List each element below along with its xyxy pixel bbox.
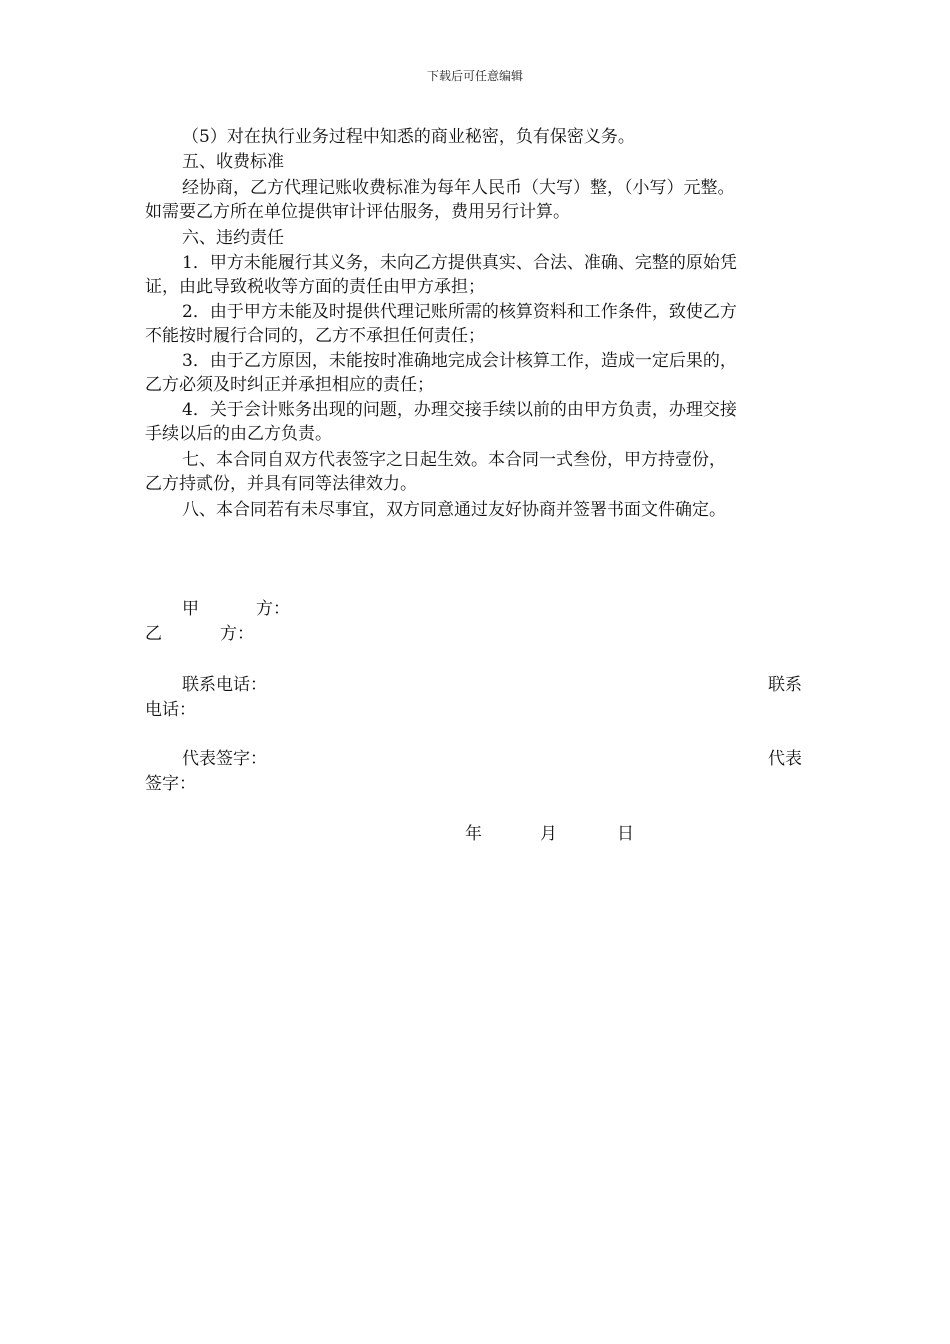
date-month-label: 月 [540,824,557,844]
party-b-signature-label-part1: 代表 [768,749,802,769]
section-heading-fees: 五、收费标准 [182,152,284,172]
party-a-label-char1: 甲 [182,599,199,619]
clause-8: 八、本合同若有未尽事宜，双方同意通过友好协商并签署书面文件确定。 [182,500,726,520]
breach-item-4-line-2: 手续以后的由乙方负责。 [145,424,332,444]
fees-paragraph-line-2: 如需要乙方所在单位提供审计评估服务，费用另行计算。 [145,202,570,222]
breach-item-1-line-2: 证，由此导致税收等方面的责任由甲方承担； [145,277,485,297]
party-a-label-char2: 方： [256,599,290,619]
clause-7-line-1: 七、本合同自双方代表签字之日起生效。本合同一式叁份，甲方持壹份， [182,450,726,470]
clause-5-confidentiality: （5）对在执行业务过程中知悉的商业秘密，负有保密义务。 [182,127,635,147]
date-year-label: 年 [465,824,482,844]
party-b-phone-label-part2: 电话： [145,700,196,720]
breach-item-3-line-1: 3．由于乙方原因，未能按时准确地完成会计核算工作，造成一定后果的， [182,351,737,371]
breach-item-3-line-2: 乙方必须及时纠正并承担相应的责任； [145,375,434,395]
breach-item-2-line-1: 2．由于甲方未能及时提供代理记账所需的核算资料和工作条件，致使乙方 [182,302,737,322]
party-b-signature-label-part2: 签字： [145,774,196,794]
party-b-label-char2: 方： [220,624,254,644]
breach-item-4-line-1: 4．关于会计账务出现的问题，办理交接手续以前的由甲方负责，办理交接 [182,400,737,420]
fees-paragraph-line-1: 经协商，乙方代理记账收费标准为每年人民币（大写）整，（小写）元整。 [182,178,735,198]
party-a-phone-label: 联系电话： [182,675,267,695]
page-header: 下载后可任意编辑 [426,69,523,83]
section-heading-breach: 六、违约责任 [182,228,284,248]
party-b-phone-label-part1: 联系 [768,675,802,695]
party-b-label-char1: 乙 [145,624,162,644]
breach-item-1-line-1: 1．甲方未能履行其义务，未向乙方提供真实、合法、准确、完整的原始凭 [182,253,737,273]
date-day-label: 日 [617,824,634,844]
breach-item-2-line-2: 不能按时履行合同的，乙方不承担任何责任； [145,326,485,346]
clause-7-line-2: 乙方持贰份，并具有同等法律效力。 [145,474,417,494]
party-a-signature-label: 代表签字： [182,749,267,769]
